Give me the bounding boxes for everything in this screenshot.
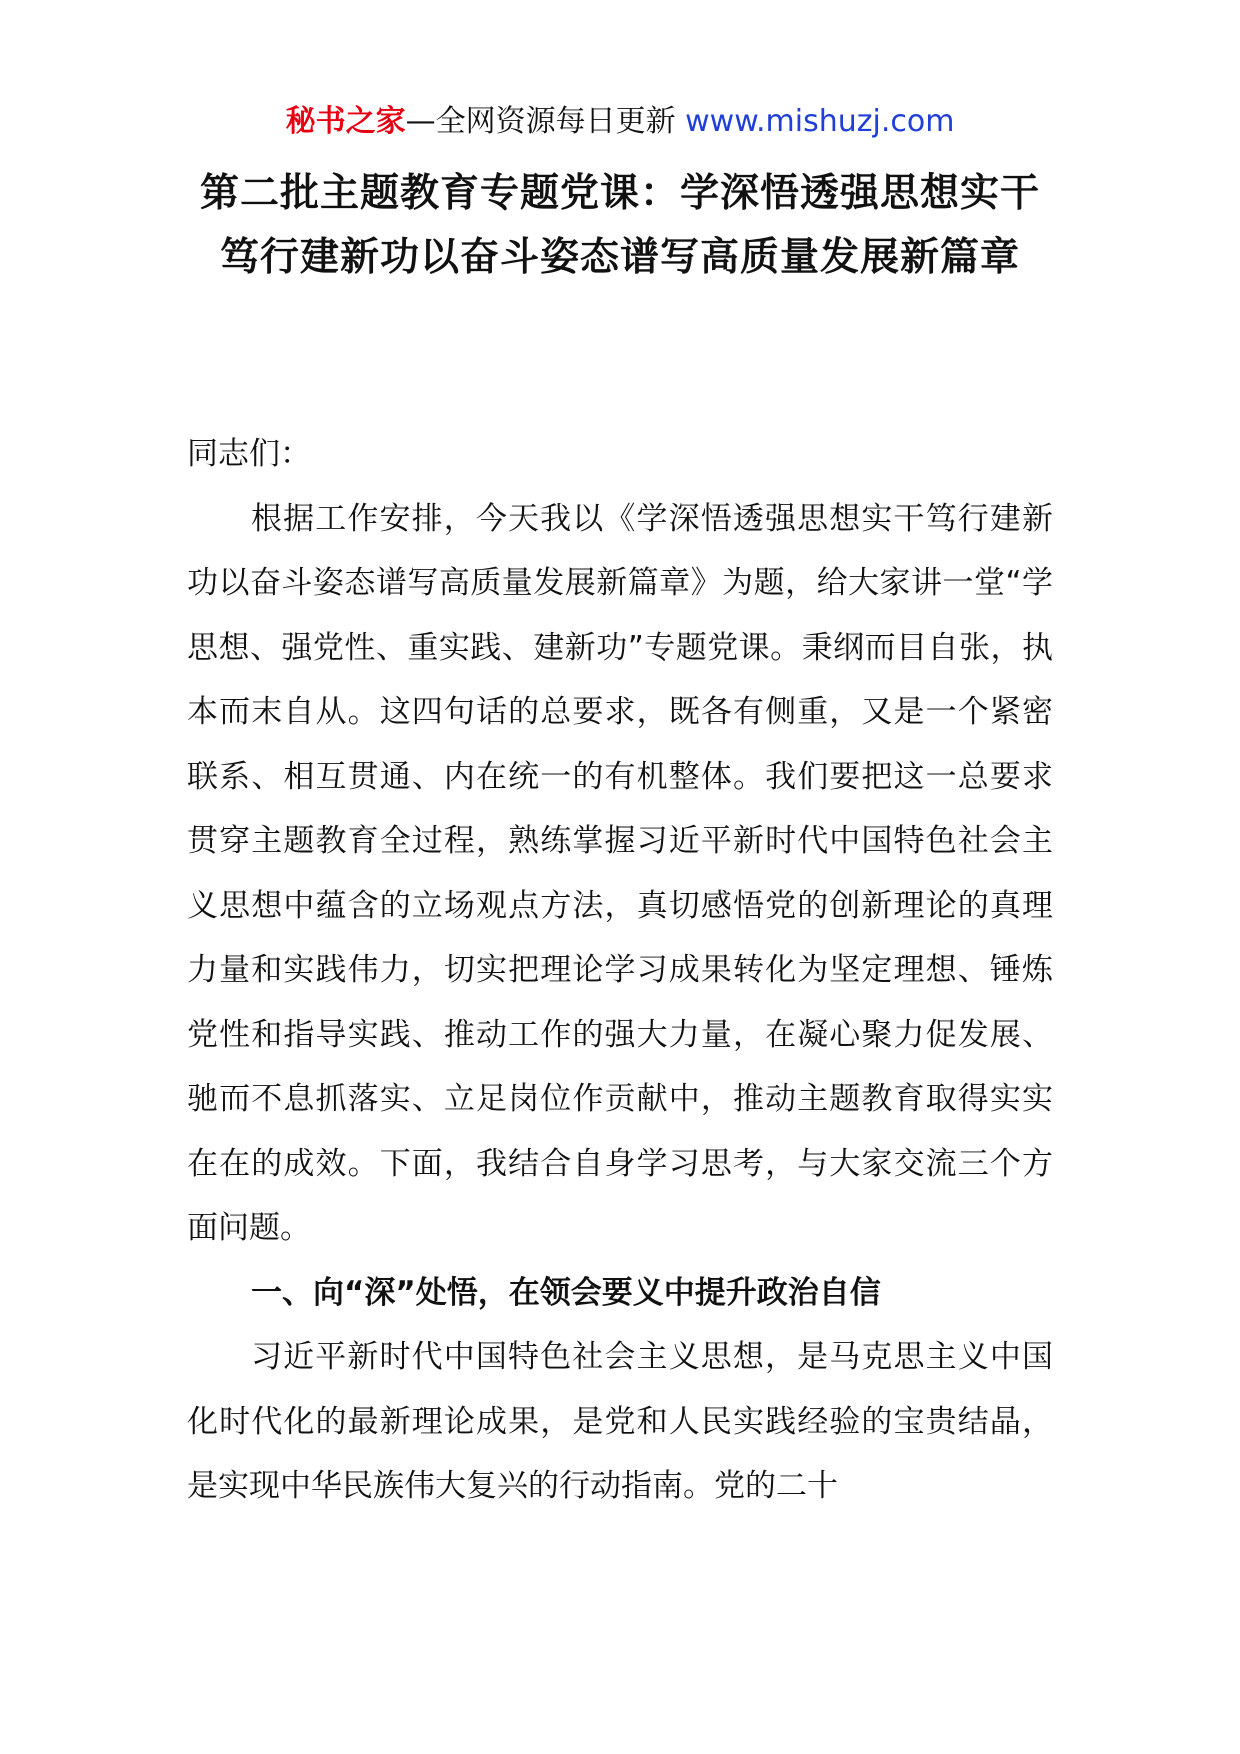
section-heading: 一、向“深”处悟，在领会要义中提升政治自信 (251, 1274, 881, 1311)
document-title: 第二批主题教育专题党课：学深悟透强思想实干笃行建新功以奋斗姿态谱写高质量发展新篇章 (199, 171, 1040, 280)
site-banner (0, 100, 1240, 144)
salutation: 同志们： (187, 436, 311, 472)
banner-tagline: —全网资源每日更新 (405, 104, 676, 139)
site-url-link[interactable]: www.mishuzj.com (685, 104, 955, 139)
intro-paragraph: 根据工作安排，今天我以《学深悟透强思想实干笃行建新功以奋斗姿态谱写高质量发展新篇章》为题，给大家讲一堂“学思想、强党性、重实践、建新功”专题党课。秉纲而目自张，执本而末自从。这四句话的总要求，既各有侧重，又是一个紧密联系、相互贯通、内在统一的有机整体。我们要把这一总要求贯穿主题教育全过程，熟练掌握习近平新时代中国特色社会主义思想中蕴含的立场观点方法，真切感悟党的创新理论的真理力量和实践伟力，切实把理论学习成果转化为坚定理想、锤炼党性和指导实践、推动工作的强大力量，在凝心聚力促发展、驰而不息抓落实、立足岗位作贡献中，推动主题教育取得实实在在的成效。下面，我结合自身学习思考，与大家交流三个方面问题。 (187, 500, 1053, 1246)
document-body (187, 422, 1053, 1519)
brand-name: 秘书之家 (285, 104, 406, 139)
section-paragraph: 习近平新时代中国特色社会主义思想，是马克思主义中国化时代化的最新理论成果，是党和人民实践经验的宝贵结晶，是实现中华民族伟大复兴的行动指南。党的二十 (187, 1339, 1053, 1504)
